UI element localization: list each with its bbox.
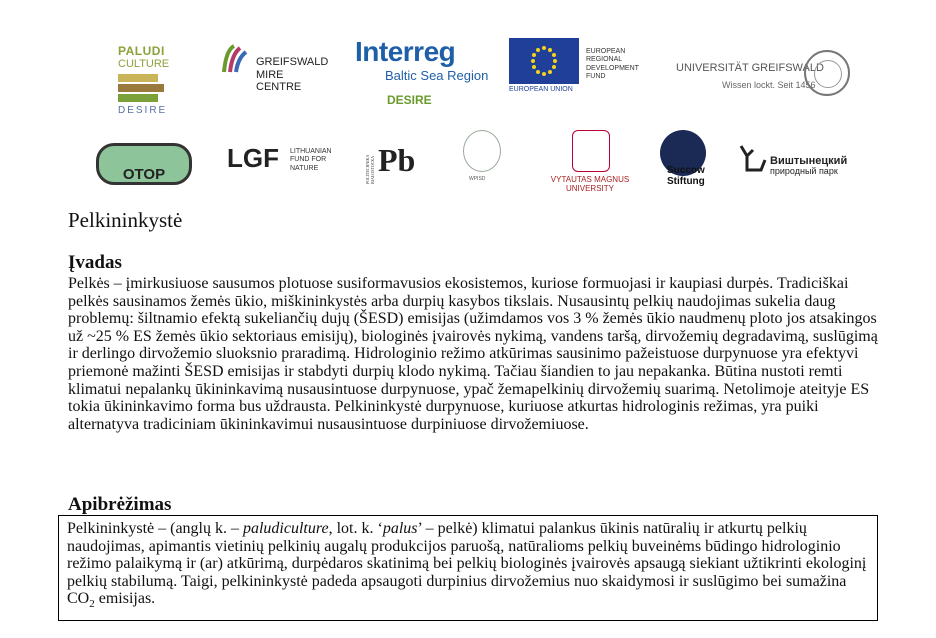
otop-logo — [96, 143, 192, 185]
paludi-line2: CULTURE — [118, 58, 170, 70]
document-title: Pelkininkystė — [68, 208, 183, 232]
paludi-bars-icon — [118, 74, 182, 102]
vishtynetsky-line2: природный парк — [770, 166, 838, 177]
interreg-region: Baltic Sea Region — [385, 68, 489, 83]
wpisd-text: WPISD — [469, 176, 486, 182]
definition-part3: ’ – pelkė) klimatui palankus ūkinis natūralių ir atkurtų pelkių naudojimas, apimantis vietinių pelkinių augalų produkcijos paruošą, natūralioms pelkių buveinėms būdingo hidrologinio režimo palaikymą ir (ar) atkūrimą, durpėdaros skatinimą bei pelkių biologinės įvairovės apsaugą siekiant užtikrinti ekologinį pelkių stabilumą. Taigi, pelkininkystė padeda apsaugoti durpinius dirvožemius nuo skaidymosi ir suslūgimo bei sumažina CO — [67, 520, 867, 608]
section-body-ivadas: Pelkės – įmirkusiuose sausumos plotuose susiformavusios ekosistemos, kuriose formuojasi ir kaupiasi durpės. Tradiciškai pelkės sausinamos žemės ūkio, miškininkystės arba durpių kasybos tikslais. Nusausintų pelkių naudojimas sukelia daug problemų: šiltnamio efektą sukeliančių dujų (ŠESD) emisijas (užimdamos vos 3 % žemės ūkio naudmenų ploto jos atsakingos už ~25 % ES žemės ūkio sektoriaus emisijų), biologinės įvairovės nykimą, vandens taršą, dirvožemių degradavimą, suslūgimą ir derlingo dirvožemio sluoksnio praradimą. Hidrologinio režimo atkūrimas sausinimo pažeistuose durpynuose yra efektyvi priemonė mažinti ŠESD emisijas ir stabdyti durpių klodo nykimą. Tačiau šiandien to jau nepakanka. Būtina nustoti remti klimatui nepalankų ūkininkavimą nusausintuose durpynuose, ypač žemapelkinių dirvožemių suarimą. Netolimoje ateityje ES tokia ūkininkavimo forma bus uždrausta. Pelkininkystė durpynuose, kuriuose atkurtas hidrologinis režimas, yra puiki alternatyva tradiciniam ūkininkavimui nusausintuose durpiniuose dirvožemiuose. — [68, 275, 878, 433]
definition-box — [58, 515, 878, 621]
erdf-label: EUROPEAN REGIONAL DEVELOPMENT FUND — [586, 48, 639, 81]
vishtynetsky-line1: Виштынецкий — [770, 155, 848, 167]
vmu-crest-icon — [572, 130, 610, 172]
co2-subscript: 2 — [89, 598, 95, 611]
vishtynetsky-text — [770, 155, 847, 177]
otop-name: OTOP — [122, 166, 166, 183]
politechnika-mark: Pb — [378, 142, 416, 178]
interreg-project: DESIRE — [387, 93, 432, 107]
interreg-logo — [355, 36, 505, 107]
eu-flag-icon — [509, 38, 579, 84]
definition-term-en: paludiculture — [242, 520, 329, 537]
uni-seal-icon — [804, 50, 850, 96]
definition-part1: Pelkininkystė – (anglų k. – — [67, 520, 243, 537]
mire-centre-mark-icon — [220, 42, 250, 74]
section-heading-ivadas: Įvadas — [68, 252, 122, 273]
wpisd-emblem-icon — [463, 130, 501, 172]
paludi-desire: DESIRE — [118, 105, 168, 116]
eu-label: EUROPEAN UNION — [509, 86, 573, 93]
succow-line2: Stiftung — [667, 176, 705, 187]
definition-part2: , lot. k. ‘ — [328, 520, 383, 537]
mire-centre-text — [256, 56, 356, 94]
paludiculture-logo — [118, 44, 182, 116]
uni-greifswald-name: UNIVERSITÄT GREIFSWALD — [676, 62, 824, 74]
lfn-mark: LGF — [227, 143, 279, 173]
definition-term-lat: palus — [382, 520, 418, 537]
politechnika-text: POLITECHNIKA BIAŁOSTOCKA — [365, 154, 375, 184]
lfn-text: LITHUANIAN FUND FOR NATURE — [290, 148, 332, 172]
definition-part4: emisijas. — [94, 590, 156, 608]
vishtynetsky-deer-icon — [737, 142, 769, 181]
paludi-line1: PALUDI — [118, 44, 165, 58]
uni-greifswald-motto: Wissen lockt. Seit 1456 — [722, 80, 816, 90]
vmu-text: VYTAUTAS MAGNUS UNIVERSITY — [550, 175, 630, 193]
interreg-name: Interreg — [355, 36, 456, 67]
mire-line2: MIRE — [256, 68, 284, 81]
succow-text — [667, 165, 705, 187]
mire-line1: GREIFSWALD — [256, 56, 329, 68]
succow-line1: Succow — [667, 165, 705, 176]
section-heading-apibrezimas: Apibrėžimas — [68, 494, 172, 515]
mire-line3: CENTRE — [256, 81, 302, 94]
